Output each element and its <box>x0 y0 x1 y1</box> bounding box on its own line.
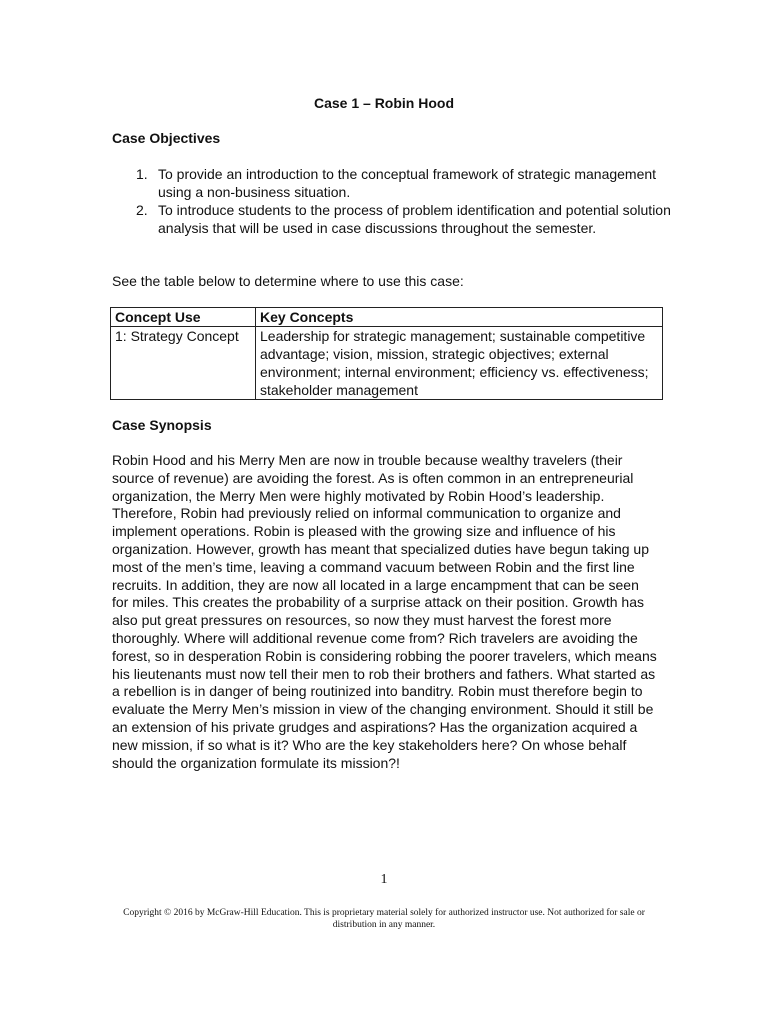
objectives-heading: Case Objectives <box>112 130 221 146</box>
column-header: Key Concepts <box>256 308 663 327</box>
column-header: Concept Use <box>111 308 256 327</box>
synopsis-paragraph: Robin Hood and his Merry Men are now in trouble because wealthy travelers (their source of revenue) are avoiding the forest. As is often common in an entrepreneurial organization, the Merry Men were highly motivated by Robin Hood’s leadership. Therefore, Robin had previously relied on informal communication to organize and implement operations. Robin is pleased with the growing size and influence of his organization. However, growth has meant that specialized duties have begun taking up most of the men’s time, leaving a command vacuum between Robin and the first line recruits. In addition, they are now all located in a large encampment that can be seen for miles. This creates the probability of a surprise attack on their position. Growth has also put great pressures on resources, so now they must harvest the forest more thoroughly. Where will additional revenue come from? Rich travelers are avoiding the forest, so in desperation Robin is considering robbing the poorer travelers, which means his lieutenants must now tell their men to rob their brothers and fathers. What started as a rebellion is in danger of being routinized into banditry. Robin must therefore begin to evaluate the Merry Men’s mission in view of the changing environment. Should it still be an extension of his private grudges and aspirations? Has the organization acquired a new mission, if so what is it? Who are the key stakeholders here? On whose behalf should the organization formulate its mission?! <box>112 452 657 771</box>
list-item-text: To provide an introduction to the conceptual framework of strategic management using a non-business situation. <box>158 166 657 200</box>
page-title: Case 1 – Robin Hood <box>313 95 455 111</box>
concepts-table <box>110 307 663 400</box>
table-row <box>111 327 663 400</box>
list-item-text: To introduce students to the process of problem identification and potential solution analysis that will be used in case discussions throughout the semester. <box>158 202 671 236</box>
objectives-list <box>112 165 672 237</box>
list-item <box>112 165 672 201</box>
table-cell: 1: Strategy Concept <box>111 327 256 400</box>
table-cell: Leadership for strategic management; sustainable competitive advantage; vision, mission, strategic objectives; external environment; internal environment; efficiency vs. effectiveness; stakeholder management <box>256 327 663 400</box>
list-item <box>112 201 672 237</box>
list-item-number: 2. <box>136 202 148 218</box>
table-intro: See the table below to determine where to use this case: <box>112 273 464 289</box>
table-header-row <box>111 308 663 327</box>
copyright-notice: Copyright © 2016 by McGraw-Hill Education. This is proprietary material solely for authorized instructor use. Not authorized for sale or distribution in any manner. <box>123 908 645 930</box>
list-item-number: 1. <box>136 166 148 182</box>
page-number: 1 <box>380 872 388 887</box>
synopsis-heading: Case Synopsis <box>112 417 212 433</box>
